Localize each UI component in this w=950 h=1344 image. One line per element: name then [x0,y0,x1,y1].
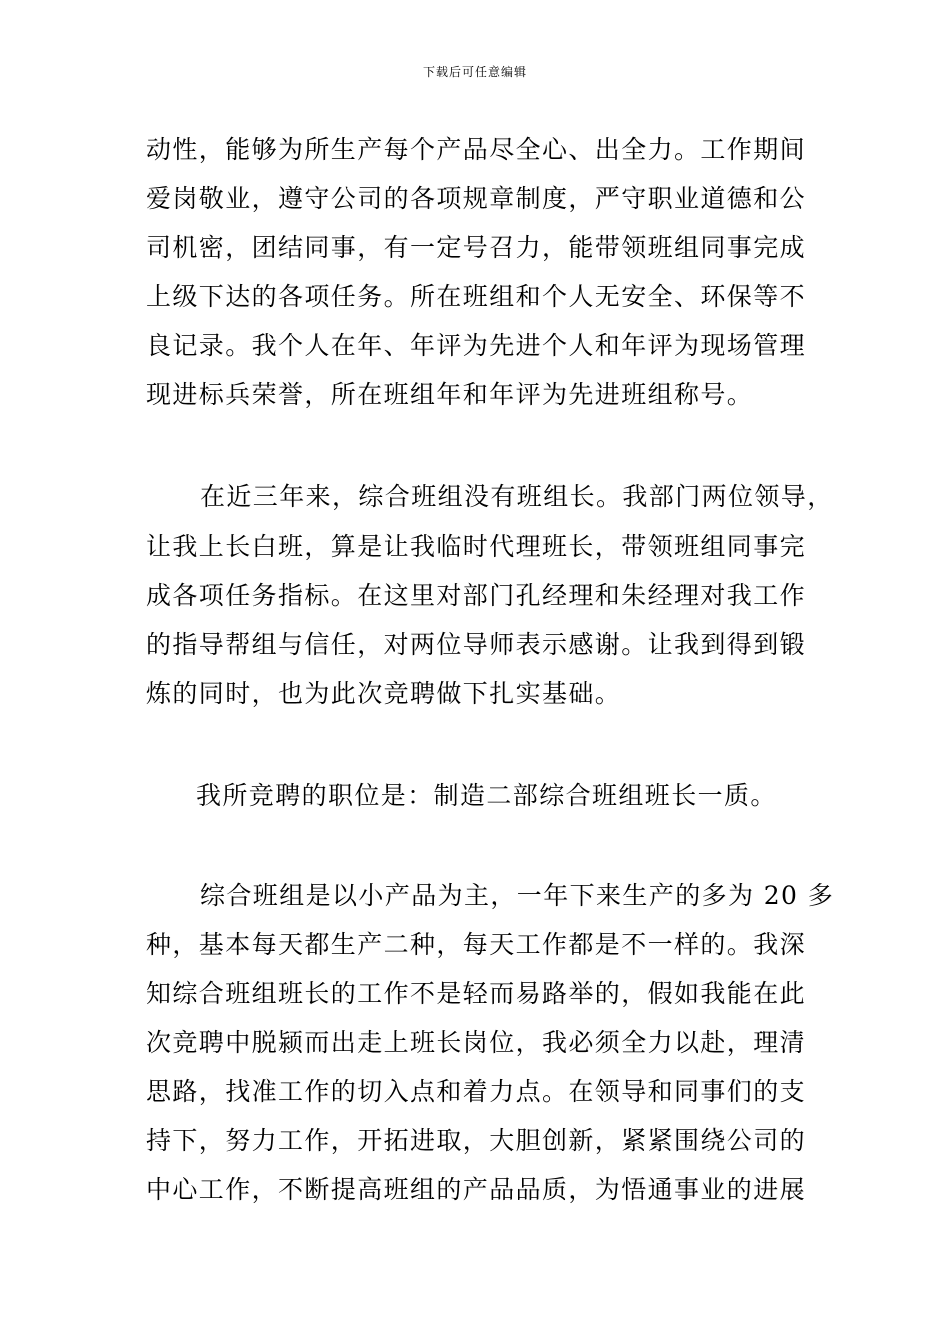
paragraph-line: 良记录。我个人在年、年评为先进个人和年评为现场管理 [146,331,807,360]
paragraph-line: 的指导帮组与信任，对两位导师表示感谢。让我到得到锻 [146,630,807,659]
paragraph-line: 动性，能够为所生产每个产品尽全心、出全力。工作期间 [146,135,807,164]
paragraph-line: 持下，努力工作，开拓进取，大胆创新，紧紧围绕公司的 [146,1126,807,1155]
paragraph-line: 成各项任务指标。在这里对部门孔经理和朱经理对我工作 [146,581,807,610]
page-header: 下载后可任意编辑 [422,65,527,79]
paragraph-line: 次竞聘中脱颍而出走上班长岗位，我必须全力以赴，理清 [146,1028,807,1057]
paragraph-line: 思路，找准工作的切入点和着力点。在领导和同事们的支 [146,1077,807,1106]
paragraph-line: 知综合班组班长的工作不是轻而易路举的，假如我能在此 [146,979,807,1008]
paragraph-line: 让我上长白班，算是让我临时代理班长，带领班组同事完 [146,532,807,561]
paragraph-line: 在近三年来，综合班组没有班组长。我部门两位领导， [200,482,834,511]
paragraph-line: 现进标兵荣誉，所在班组年和年评为先进班组称号。 [146,380,754,409]
paragraph-line: 炼的同时，也为此次竞聘做下扎实基础。 [146,679,622,708]
paragraph-line: 上级下达的各项任务。所在班组和个人无安全、环保等不 [146,282,807,311]
paragraph-line: 中心工作，不断提高班组的产品品质，为悟通事业的进展 [146,1175,807,1204]
paragraph-line: 我所竞聘的职位是：制造二部综合班组班长一质。 [196,781,777,810]
paragraph-line: 司机密，团结同事，有一定号召力，能带领班组同事完成 [146,233,807,262]
paragraph-line: 种，基本每天都生产二种，每天工作都是不一样的。我深 [146,930,807,959]
paragraph-line: 爱岗敬业，遵守公司的各项规章制度，严守职业道德和公 [146,184,807,213]
paragraph-line: 综合班组是以小产品为主，一年下来生产的多为 20 多 [200,881,835,910]
